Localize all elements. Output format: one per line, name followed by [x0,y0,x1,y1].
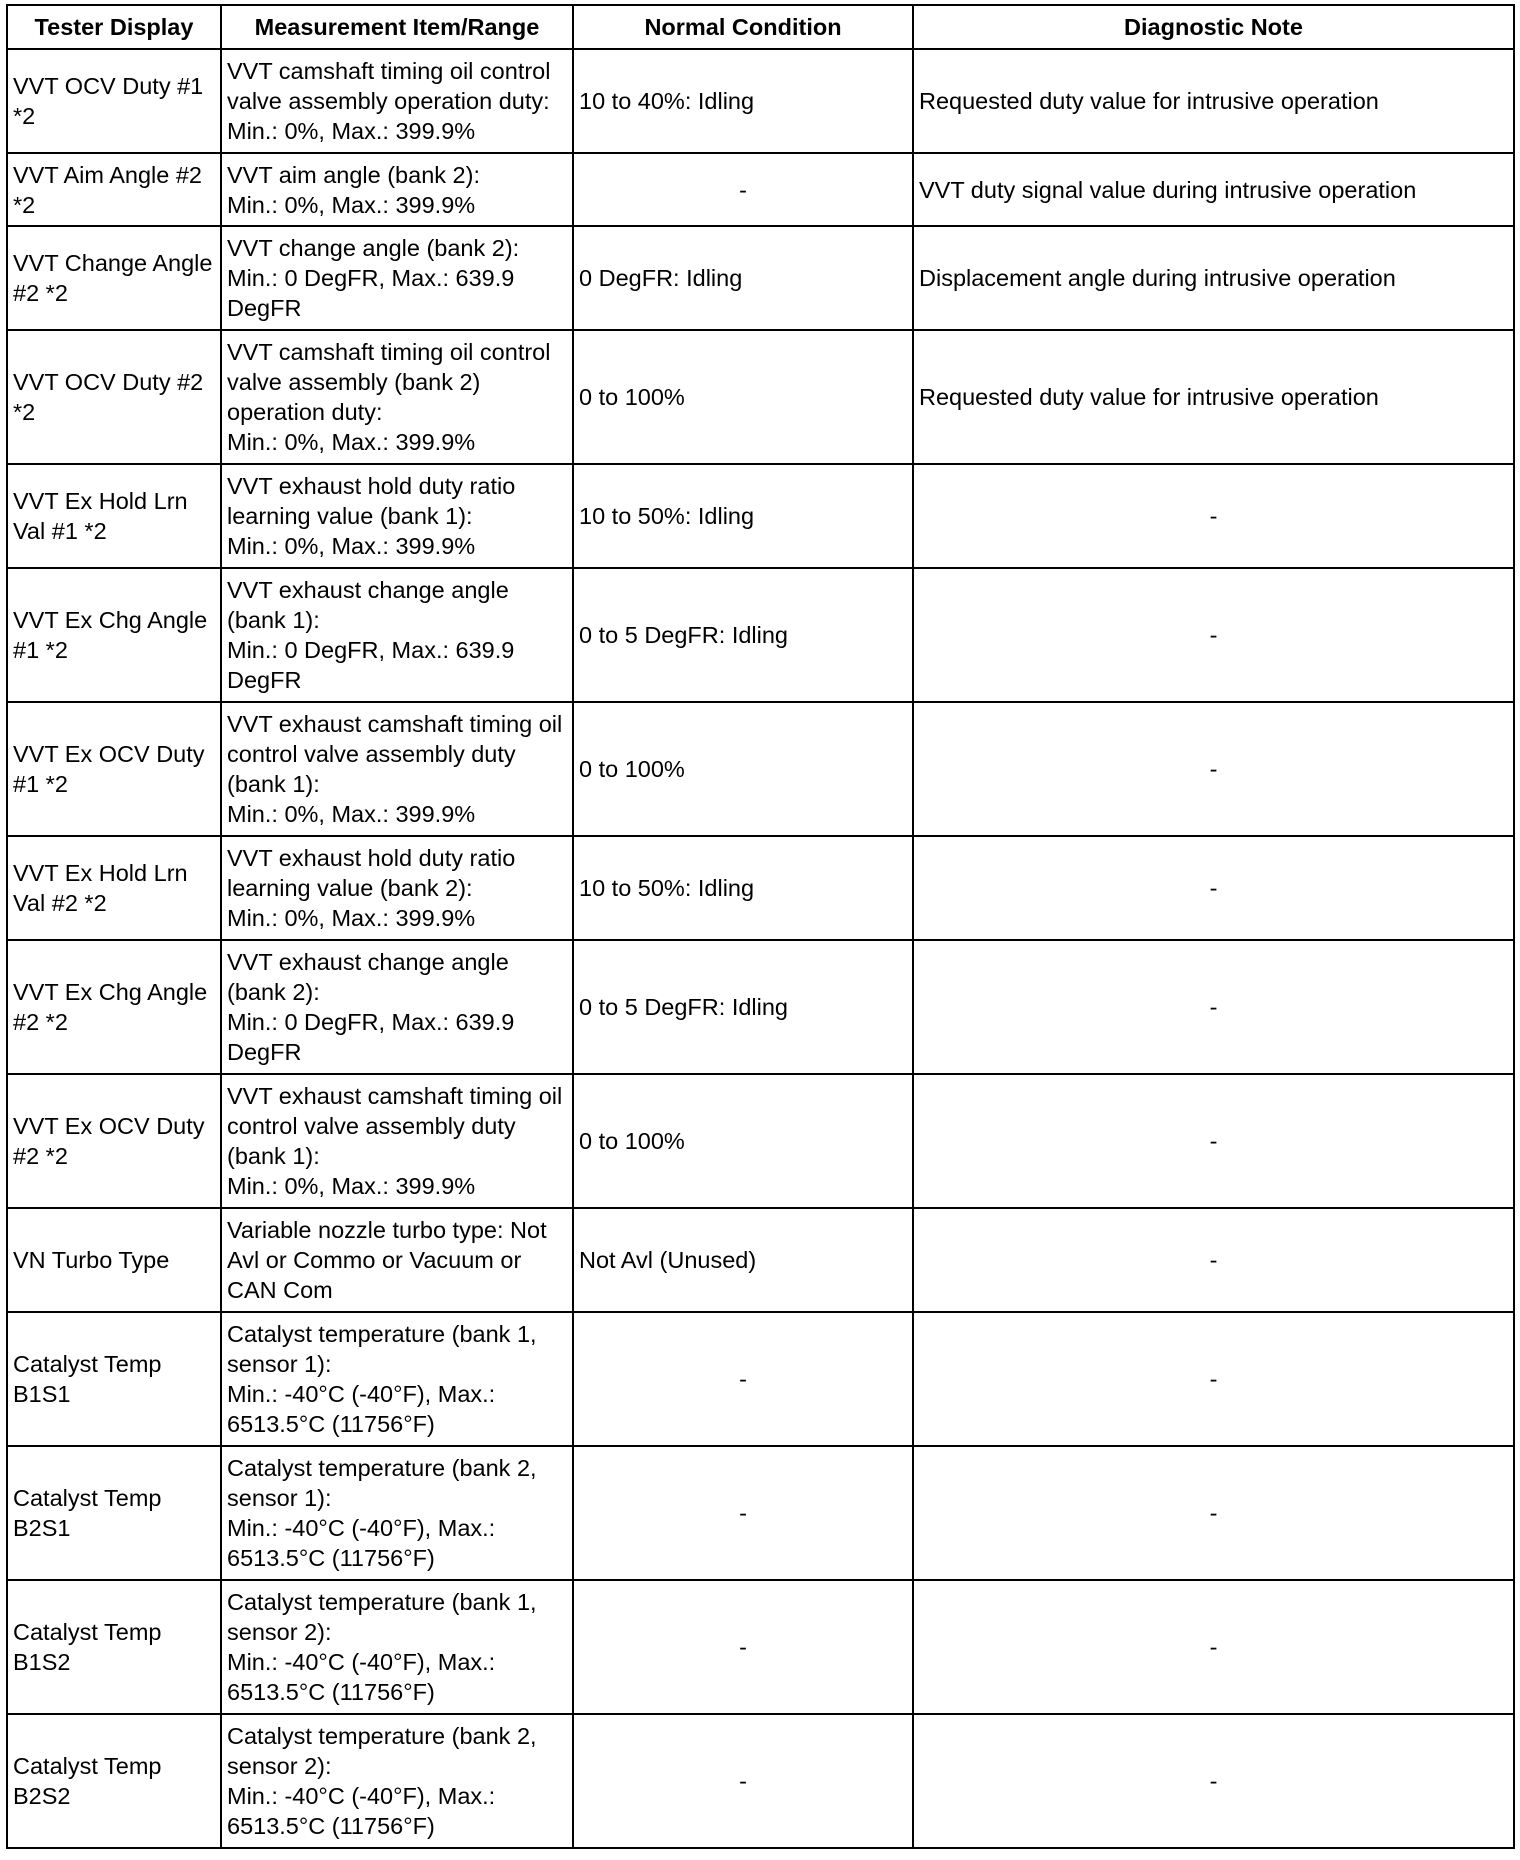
diagnostic-note-cell: - [913,1208,1514,1312]
table-row [7,330,1514,464]
measurement-cell: VVT aim angle (bank 2): Min.: 0%, Max.: 399.9% [221,153,573,226]
table-row [7,1312,1514,1446]
measurement-cell: Catalyst temperature (bank 1, sensor 2): Min.: -40°C (-40°F), Max.: 6513.5°C (11756°F) [221,1580,573,1714]
diagnostic-note-cell: - [913,1714,1514,1848]
table-row [7,1714,1514,1848]
normal-condition-cell: - [573,1312,913,1446]
normal-condition-cell: 10 to 50%: Idling [573,464,913,568]
tester-display-cell: VVT Ex OCV Duty #2 *2 [7,1074,221,1208]
header-measurement-item: Measurement Item/Range [221,5,573,49]
normal-condition-cell: 10 to 40%: Idling [573,49,913,153]
tester-display-cell: VVT Ex Chg Angle #1 *2 [7,568,221,702]
normal-condition-cell: - [573,1714,913,1848]
diagnostic-note-cell: VVT duty signal value during intrusive operation [913,153,1514,226]
normal-condition-cell: - [573,1446,913,1580]
normal-condition-cell: - [573,1580,913,1714]
diagnostic-note-cell: Requested duty value for intrusive operation [913,330,1514,464]
table-row [7,568,1514,702]
tester-display-cell: Catalyst Temp B2S2 [7,1714,221,1848]
diagnostic-note-cell: - [913,1312,1514,1446]
table-row [7,1446,1514,1580]
measurement-cell: VVT camshaft timing oil control valve assembly operation duty: Min.: 0%, Max.: 399.9% [221,49,573,153]
table-row [7,49,1514,153]
tester-display-cell: Catalyst Temp B1S2 [7,1580,221,1714]
measurement-cell: Catalyst temperature (bank 1, sensor 1): Min.: -40°C (-40°F), Max.: 6513.5°C (11756°F) [221,1312,573,1446]
measurement-cell: VVT change angle (bank 2): Min.: 0 DegFR, Max.: 639.9 DegFR [221,226,573,330]
diagnostic-note-cell: - [913,568,1514,702]
normal-condition-cell: 10 to 50%: Idling [573,836,913,940]
normal-condition-cell: 0 to 5 DegFR: Idling [573,940,913,1074]
normal-condition-cell: - [573,153,913,226]
diagnostic-note-cell: Requested duty value for intrusive operation [913,49,1514,153]
table-row [7,940,1514,1074]
table-row [7,226,1514,330]
table-row [7,702,1514,836]
measurement-cell: VVT exhaust hold duty ratio learning value (bank 1): Min.: 0%, Max.: 399.9% [221,464,573,568]
normal-condition-cell: 0 to 100% [573,1074,913,1208]
measurement-cell: VVT exhaust camshaft timing oil control valve assembly duty (bank 1): Min.: 0%, Max.: 399.9% [221,702,573,836]
diagnostic-note-cell: - [913,464,1514,568]
header-diagnostic-note: Diagnostic Note [913,5,1514,49]
diagnostic-note-cell: - [913,1074,1514,1208]
header-tester-display: Tester Display [7,5,221,49]
measurement-cell: VVT camshaft timing oil control valve assembly (bank 2) operation duty: Min.: 0%, Max.: 399.9% [221,330,573,464]
diagnostic-note-cell: - [913,1580,1514,1714]
tester-display-cell: VVT OCV Duty #1 *2 [7,49,221,153]
table-row [7,464,1514,568]
tester-display-cell: VVT Ex OCV Duty #1 *2 [7,702,221,836]
table-row [7,1580,1514,1714]
tester-display-cell: VVT OCV Duty #2 *2 [7,330,221,464]
table-row [7,836,1514,940]
normal-condition-cell: Not Avl (Unused) [573,1208,913,1312]
measurement-cell: Variable nozzle turbo type: Not Avl or Commo or Vacuum or CAN Com [221,1208,573,1312]
tester-display-cell: Catalyst Temp B2S1 [7,1446,221,1580]
table-row [7,153,1514,226]
tester-display-cell: VN Turbo Type [7,1208,221,1312]
diagnostic-note-cell: - [913,836,1514,940]
tester-display-cell: VVT Ex Chg Angle #2 *2 [7,940,221,1074]
diagnostic-note-cell: - [913,940,1514,1074]
measurement-cell: VVT exhaust camshaft timing oil control valve assembly duty (bank 1): Min.: 0%, Max.: 399.9% [221,1074,573,1208]
normal-condition-cell: 0 to 100% [573,330,913,464]
measurement-cell: VVT exhaust hold duty ratio learning value (bank 2): Min.: 0%, Max.: 399.9% [221,836,573,940]
table-header-row [7,5,1514,49]
normal-condition-cell: 0 to 5 DegFR: Idling [573,568,913,702]
diagnostic-note-cell: - [913,702,1514,836]
measurement-cell: Catalyst temperature (bank 2, sensor 2): Min.: -40°C (-40°F), Max.: 6513.5°C (11756°F) [221,1714,573,1848]
tester-display-cell: VVT Ex Hold Lrn Val #1 *2 [7,464,221,568]
table-row [7,1074,1514,1208]
tester-display-cell: VVT Aim Angle #2 *2 [7,153,221,226]
data-list-table [6,4,1515,1849]
table-row [7,1208,1514,1312]
measurement-cell: VVT exhaust change angle (bank 2): Min.: 0 DegFR, Max.: 639.9 DegFR [221,940,573,1074]
header-normal-condition: Normal Condition [573,5,913,49]
diagnostic-note-cell: Displacement angle during intrusive operation [913,226,1514,330]
tester-display-cell: VVT Ex Hold Lrn Val #2 *2 [7,836,221,940]
measurement-cell: Catalyst temperature (bank 2, sensor 1): Min.: -40°C (-40°F), Max.: 6513.5°C (11756°F) [221,1446,573,1580]
diagnostic-note-cell: - [913,1446,1514,1580]
normal-condition-cell: 0 DegFR: Idling [573,226,913,330]
tester-display-cell: VVT Change Angle #2 *2 [7,226,221,330]
normal-condition-cell: 0 to 100% [573,702,913,836]
measurement-cell: VVT exhaust change angle (bank 1): Min.: 0 DegFR, Max.: 639.9 DegFR [221,568,573,702]
tester-display-cell: Catalyst Temp B1S1 [7,1312,221,1446]
